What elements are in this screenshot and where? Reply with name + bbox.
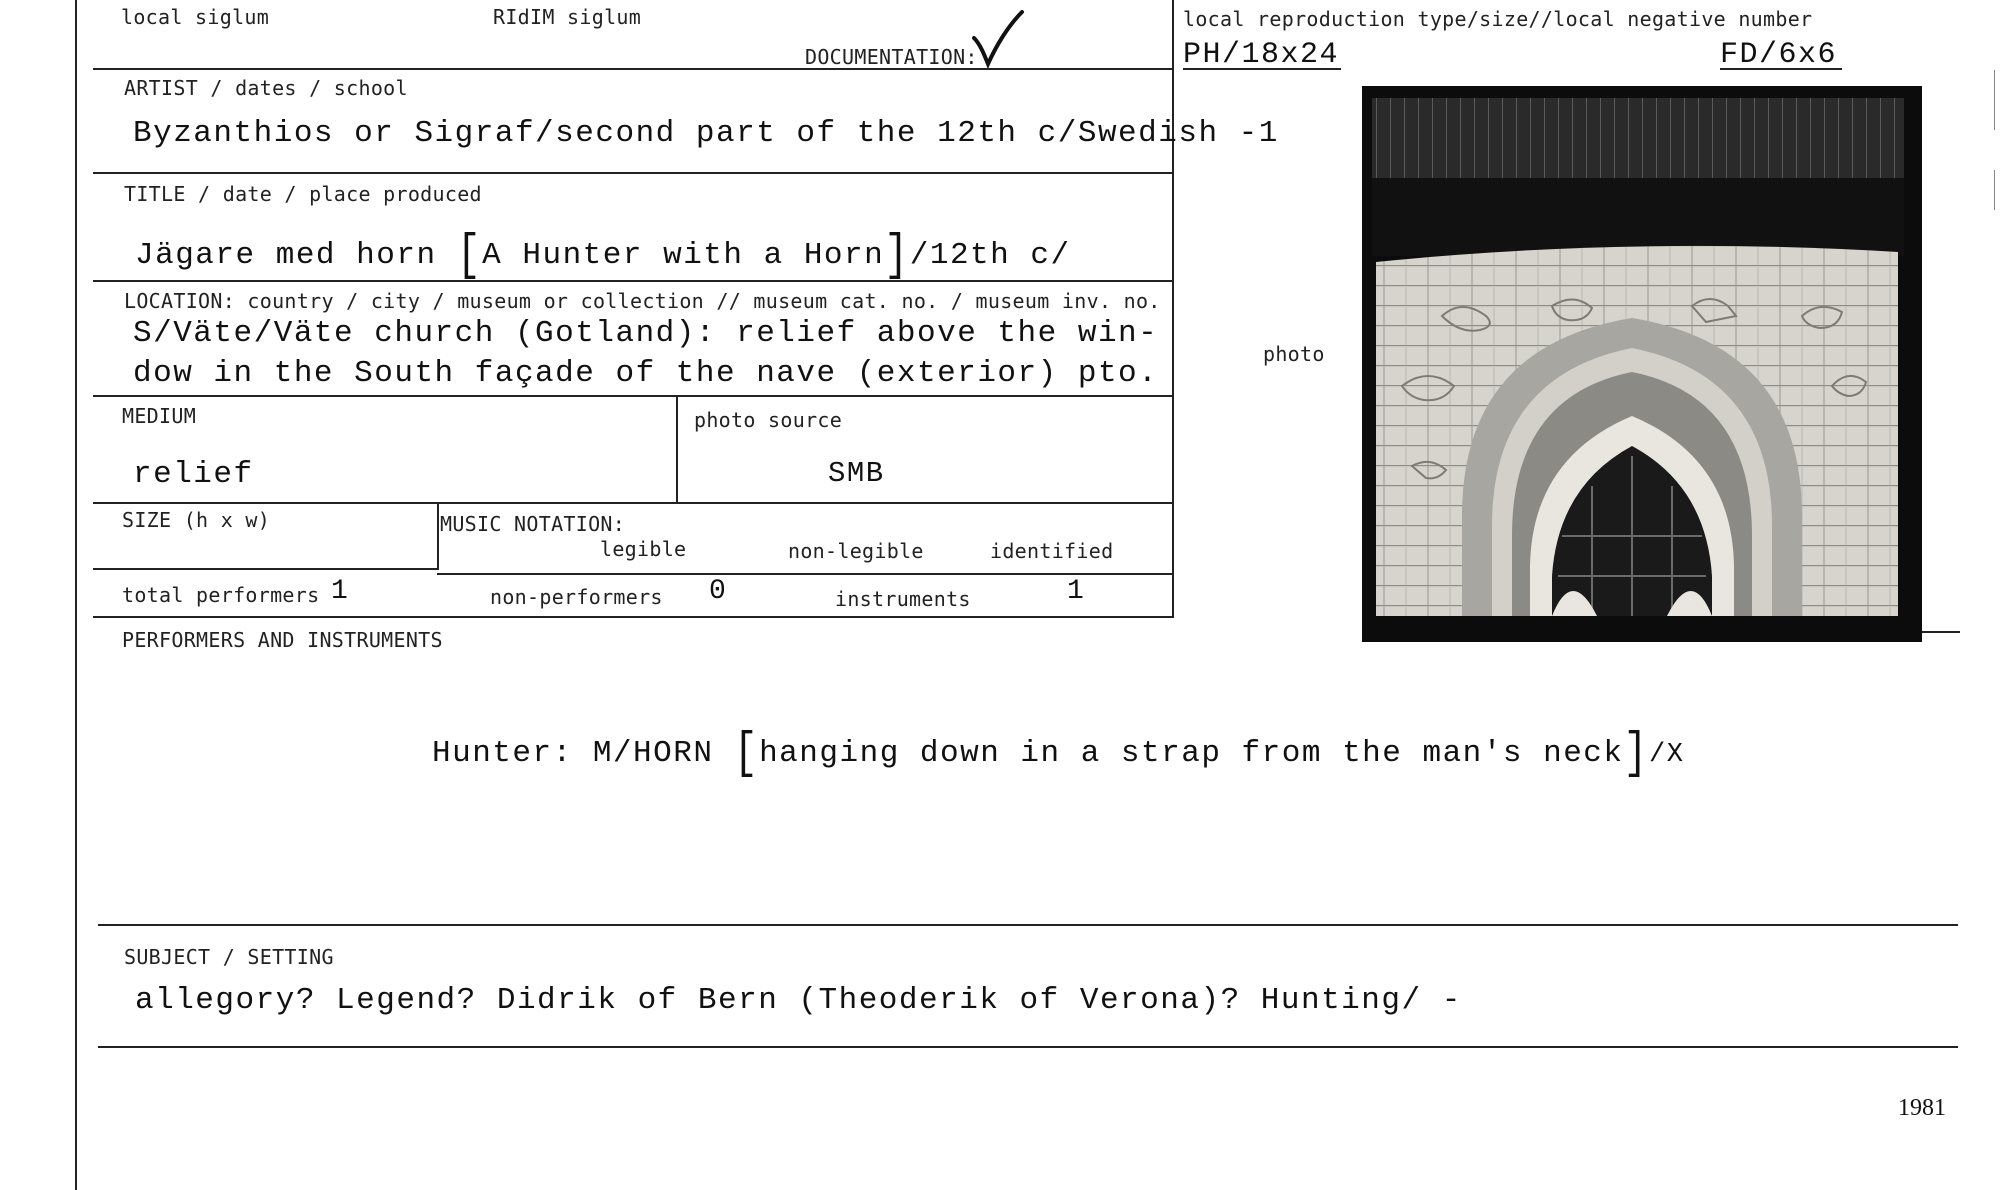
subject-value: allegory? Legend? Didrik of Bern (Theoderik of Verona)? Hunting/ -	[135, 983, 1462, 1018]
close-bracket: ]	[884, 228, 910, 285]
notation-legible: legible	[600, 537, 687, 561]
performer-description: hanging down in a strap from the man's neck	[759, 736, 1624, 771]
performer-suffix: /X	[1649, 740, 1685, 770]
location-divider	[93, 395, 1172, 397]
title-value	[135, 228, 1071, 285]
performers-label: PERFORMERS AND INSTRUMENTS	[122, 628, 443, 652]
artist-label: ARTIST / dates / school	[124, 76, 408, 100]
subject-label: SUBJECT / SETTING	[124, 945, 334, 969]
year-stamp: 1981	[1898, 1095, 1946, 1121]
photo-source-label: photo source	[694, 408, 843, 432]
performers-value	[432, 726, 1685, 783]
negative-number-value: FD/6x6	[1720, 38, 1838, 72]
title-divider	[93, 280, 1172, 282]
location-label: LOCATION: country / city / museum or collection // museum cat. no. / museum inv. no.	[124, 289, 1161, 313]
location-line-1: S/Väte/Väte church (Gotland): relief above the win-	[133, 316, 1159, 351]
photo-source-value: SMB	[828, 457, 885, 490]
title-translation: A Hunter with a Horn	[482, 238, 885, 273]
medium-value: relief	[133, 457, 254, 492]
medium-bottom-divider	[93, 502, 1172, 504]
performer-open-bracket: [	[733, 726, 760, 783]
medium-label: MEDIUM	[122, 404, 197, 428]
subject-bottom-divider	[98, 1046, 1958, 1048]
location-line-2: dow in the South façade of the nave (exterior) pto.	[133, 356, 1159, 391]
title-original: Jägare med horn	[135, 238, 437, 273]
title-label: TITLE / date / place produced	[124, 182, 482, 206]
artist-value: Byzanthios or Sigraf/second part of the 12th c/Swedish -1	[133, 116, 1279, 151]
local-siglum-label: local siglum	[121, 5, 270, 29]
size-bottom-divider	[93, 568, 438, 570]
non-performers-value: 0	[709, 576, 728, 607]
reproduction-label: local reproduction type/size//local negative number	[1183, 7, 1813, 31]
non-performers-label: non-performers	[490, 585, 663, 609]
instruments-value: 1	[1067, 576, 1086, 607]
performers-bottom-divider	[98, 924, 1958, 926]
size-label: SIZE (h x w)	[122, 508, 271, 532]
total-performers-label: total performers	[122, 583, 320, 607]
title-date: /12th c/	[909, 238, 1071, 273]
notation-identified: identified	[990, 539, 1114, 563]
counts-bottom-divider	[93, 616, 1173, 618]
medium-divider	[676, 395, 678, 502]
photo-bottom-divider	[1922, 631, 1960, 633]
artist-divider	[93, 172, 1172, 174]
church-facade-illustration	[1362, 86, 1922, 642]
documentation-label: DOCUMENTATION:	[805, 45, 978, 69]
instruments-label: instruments	[835, 587, 971, 611]
right-edge-mark-2	[1994, 170, 1995, 210]
photo-column-divider	[1172, 0, 1174, 618]
left-border	[75, 0, 77, 1190]
right-edge-mark	[1994, 70, 1995, 130]
music-notation-label: MUSIC NOTATION:	[440, 512, 626, 536]
notation-non-legible: non-legible	[788, 539, 924, 563]
notation-bottom-divider	[437, 573, 1172, 575]
relief-photograph	[1362, 86, 1922, 642]
performer-role: Hunter: M/HORN	[432, 736, 714, 771]
total-performers-value: 1	[331, 576, 350, 607]
open-bracket: [	[456, 228, 483, 285]
checkmark-icon	[970, 10, 1030, 70]
performer-close-bracket: ]	[1623, 726, 1650, 783]
reproduction-value: PH/18x24	[1183, 38, 1340, 72]
size-divider	[437, 502, 439, 570]
ridim-siglum-label: RIdIM siglum	[493, 5, 642, 29]
photo-label: photo	[1263, 342, 1325, 366]
